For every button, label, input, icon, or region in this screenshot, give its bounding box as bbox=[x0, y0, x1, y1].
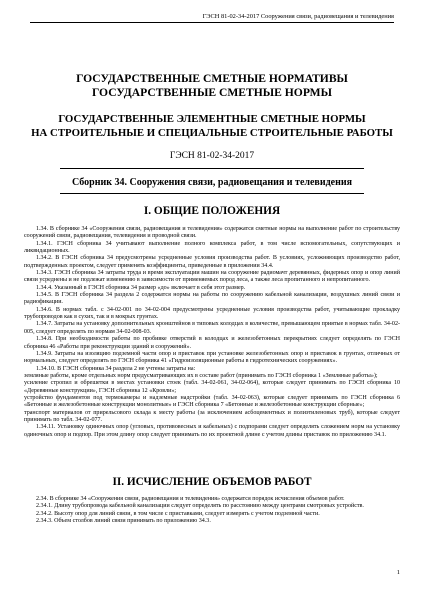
running-header: ГЭСН 81-02-34-2017 Сооружения связи, радиовещания и телевидения bbox=[30, 13, 394, 23]
paragraph: 1.34.8. При необходимости работы по пробивке отверстий в колодцах и железобетонных перекрытиях следует определять по ГЭСН сборника 46 «Работы при реконструкции зданий и сооружений». bbox=[24, 336, 400, 350]
paragraph: 1.34. В сборнике 34 «Сооружения связи, радиовещания и телевидения» содержатся сметные нормы на выполнение работ по строительству сооружений связи, радиовещания, телевидения и проводной связи. bbox=[24, 226, 400, 240]
paragraph: 1.34.9. Затраты на изоляцию подземной части опор и приставок при установке железобетонных опор и приставок в грунтах, отличных от нормальных, следует определять по ГЭСН сборника 41 «Гидроизоляционные работы в гидротехнических сооружениях». bbox=[24, 350, 400, 365]
document-code: ГЭСН 81-02-34-2017 bbox=[169, 151, 255, 161]
section-2-body bbox=[24, 496, 400, 525]
paragraph: 1.34.3. ГЭСН сборника 34 затраты труда и время эксплуатации машин на сооружение радиомачт деревянных, фидерных опор и опор линий связи усреднены и не подлежат изменению в зависимости от применяемых пород леса, а также леса пропитанного и непропитанного. bbox=[24, 270, 400, 284]
section-1-body bbox=[24, 226, 400, 439]
paragraph: устройство фундаментов под термокамеры и надземные надстройки (табл. 34-02-063), которые следует принимать по ГЭСН сборника 6 «Бетонные и железобетонные конструкции монолитные» и ГЭСН сборника 7 «Бетонные и железобетонные конструкции сборные»; bbox=[24, 394, 400, 409]
paragraph: 1.34.2. В ГЭСН сборника 34 предусмотрены усредненные условия производства работ. В условиях, усложняющих производство работ, подтвержденных проектом, следует применять коэффициенты, приведенные в приложении 34.4. bbox=[24, 255, 400, 269]
document-subtitle bbox=[20, 113, 404, 140]
divider-top bbox=[60, 168, 364, 169]
subtitle-line-1: ГОСУДАРСТВЕННЫЕ ЭЛЕМЕНТНЫЕ СМЕТНЫЕ НОРМЫ bbox=[58, 113, 366, 125]
paragraph: транспорт материалов от прирельсового склада к месту работы (за исключением асбоцементных и полиэтиленовых труб), которые следует принимать по табл. 34-02-077. bbox=[24, 409, 400, 423]
collection-title: Сборник 34. Сооружения связи, радиовещания и телевидения bbox=[71, 177, 353, 188]
paragraph: 2.34. В сборнике 34 «Сооружения связи, радиовещания и телевидения» содержатся порядок исчисления объемов работ. bbox=[36, 496, 345, 502]
paragraph: 2.34.2. Высоту опор для линий связи, в том числе с приставками, следует измерять с учетом подземной части. bbox=[36, 510, 320, 517]
paragraph: 1.34.11. Установку одиночных опор (угловых, противовесных и кабельных) с подпорами следует определять сложением норм на установку одиночных опор и подпор. При этом длину опор следует принимать по их проектной длине с учетом длины приставок по приложению 34.1. bbox=[24, 424, 400, 438]
paragraph: 1.34.10. В ГЭСН сборника 34 раздела 2 не учтены затраты на: bbox=[36, 365, 196, 372]
paragraph: 1.34.4. Указанный в ГЭСН сборника 34 размер «до» включает в себя этот размер. bbox=[36, 284, 246, 291]
page-number: 1 bbox=[396, 569, 400, 576]
paragraph: усиление стропил и обрешетки в местах установки стоек (табл. 34-02-061, 34-02-064), которые следует принимать по ГЭСН сборника 10 «Деревянные конструкции», ГЭСН сборника 12 «Кровли»; bbox=[24, 380, 400, 394]
section-heading-1: I. ОБЩИЕ ПОЛОЖЕНИЯ bbox=[143, 205, 281, 217]
paragraph: 2.34.3. Объем столбов линий связи принимать по приложению 34.3. bbox=[36, 518, 211, 525]
paragraph: 1.34.1. ГЭСН сборника 34 учитывают выполнение полного комплекса работ, в том числе вспомогательных, сопутствующих и ликвидационных. bbox=[24, 240, 400, 255]
paragraph: 1.34.5. В ГЭСН сборника 34 раздела 2 содержатся нормы на работы по сооружению кабельной канализации, воздушных линий связи и радиофикации. bbox=[24, 292, 400, 306]
paragraph: 1.34.7. Затраты на установку дополнительных кронштейнов в типовых колодцах в количестве, превышающем приятые в нормах табл. 34-02-005, следует определять по нормам 34-02-008-03. bbox=[24, 321, 400, 335]
title-line-2: ГОСУДАРСТВЕННЫЕ СМЕТНЫЕ НОРМЫ bbox=[91, 86, 333, 99]
divider-bottom bbox=[60, 193, 364, 194]
document-title bbox=[20, 72, 404, 100]
paragraph: земляные работы, кроме отдельных норм предусматривающих их в составе работ (принимать по ГЭСН сборника 1 «Земляные работы»); bbox=[24, 372, 378, 379]
paragraph: 1.34.6. В нормах табл. с 34-02-001 по 34-02-004 предусмотрены усредненные условия производства работ, учитывающие прокладку трубопроводов как в сухих, так и в мокрых грунтах. bbox=[24, 306, 400, 321]
section-heading-2: II. ИСЧИСЛЕНИЕ ОБЪЕМОВ РАБОТ bbox=[112, 476, 312, 488]
paragraph: 2.34.1. Длину трубопровода кабельной канализации следует определять по расстоянию между центрами смотровых устройств. bbox=[36, 503, 364, 510]
subtitle-line-2: НА СТРОИТЕЛЬНЫЕ И СПЕЦИАЛЬНЫЕ СТРОИТЕЛЬНЫЕ РАБОТЫ bbox=[31, 126, 393, 139]
title-line-1: ГОСУДАРСТВЕННЫЕ СМЕТНЫЕ НОРМАТИВЫ bbox=[76, 72, 348, 85]
